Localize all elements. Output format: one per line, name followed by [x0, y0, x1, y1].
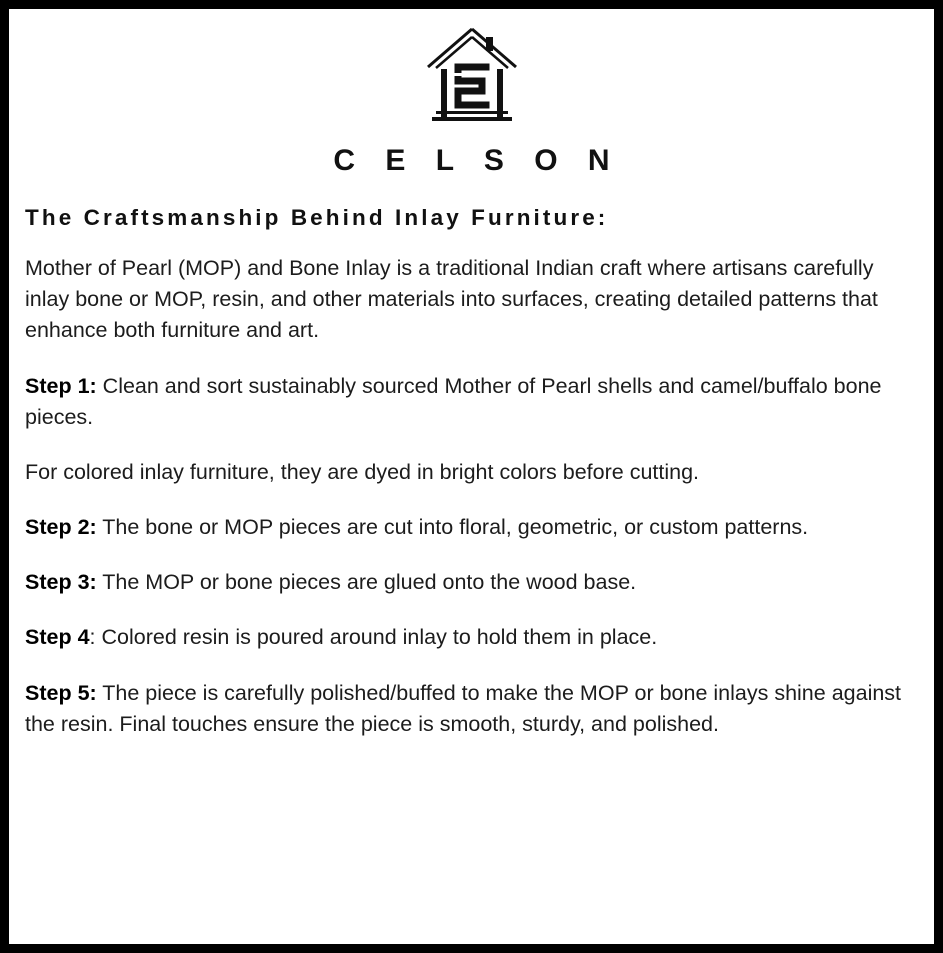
body-copy — [25, 253, 918, 740]
paragraph-text: For colored inlay furniture, they are dyed in bright colors before cutting. — [25, 459, 700, 484]
paragraph-text: The MOP or bone pieces are glued onto the wood base. — [96, 570, 637, 595]
paragraph-intro — [25, 253, 915, 347]
house-monogram-logo-icon — [25, 23, 918, 128]
step-label: Step 3: — [25, 570, 97, 595]
paragraph-text: The piece is carefully polished/buffed to make the MOP or bone inlays shine against the resin. Final touches ensure the piece is smooth, sturdy, and polished. — [25, 680, 902, 736]
step-label: Step 1: — [25, 373, 97, 398]
paragraph-step-4 — [25, 622, 915, 653]
paragraph-step-5 — [25, 678, 915, 740]
step-label: Step 2: — [25, 515, 97, 540]
paragraph-text: : Colored resin is poured around inlay to hold them in place. — [89, 625, 658, 650]
paragraph-text: The bone or MOP pieces are cut into floral, geometric, or custom patterns. — [96, 515, 809, 540]
paragraph-step-3 — [25, 567, 915, 598]
brand-header — [25, 19, 918, 178]
paragraph-text: Clean and sort sustainably sourced Mother of Pearl shells and camel/buffalo bone pieces. — [25, 373, 882, 429]
step-label: Step 4 — [25, 625, 90, 650]
paragraph-step-1 — [25, 371, 915, 433]
paragraph-text: Mother of Pearl (MOP) and Bone Inlay is a traditional Indian craft where artisans carefully inlay bone or MOP, resin, and other materials into surfaces, creating detailed patterns that enhance both furniture and art. — [25, 256, 878, 343]
page-title: The Craftsmanship Behind Inlay Furniture: — [25, 205, 609, 230]
brand-name: C E L S O N — [333, 144, 621, 177]
paragraph-colored-inlay — [25, 457, 915, 488]
step-label: Step 5: — [25, 680, 97, 705]
paragraph-step-2 — [25, 512, 915, 543]
